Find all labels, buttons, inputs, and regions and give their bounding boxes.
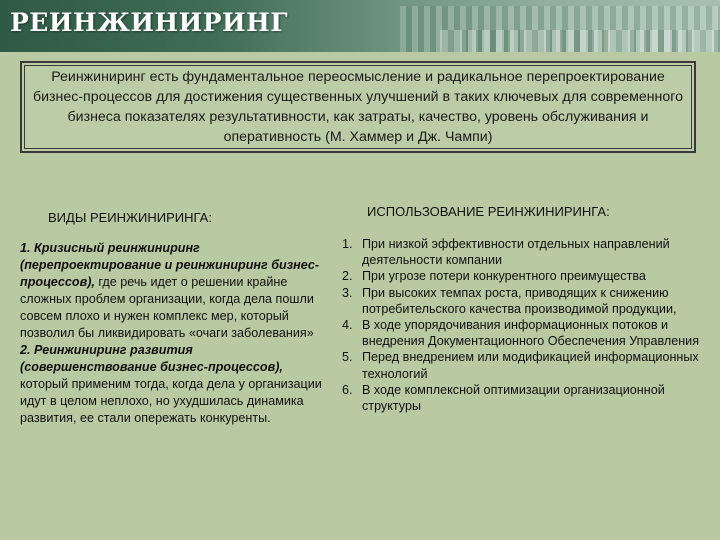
types-item-2 xyxy=(20,342,332,427)
building-image-lower xyxy=(440,30,720,52)
list-item-number: 3. xyxy=(342,285,353,300)
list-item xyxy=(342,268,714,284)
list-item-number: 5. xyxy=(342,350,353,365)
types-item-2-rest: который применим тогда, когда дела у организации идут в целом неплохо, но ухудшилась динамика развития, ее стали опережать конкуренты. xyxy=(20,377,322,425)
usage-heading: ИСПОЛЬЗОВАНИЕ РЕИНЖИНИРИНГА: xyxy=(367,204,610,219)
types-item-1-lead: 1. Кризисный реинжиниринг (перепроектирование и реинжиниринг бизнес-процессов), xyxy=(20,241,320,289)
list-item xyxy=(342,285,714,317)
types-item-1 xyxy=(20,240,332,342)
list-item-number: 1. xyxy=(342,237,353,251)
list-item-number: 4. xyxy=(342,318,353,333)
list-item xyxy=(342,317,714,349)
list-item-number: 6. xyxy=(342,382,353,397)
definition-box xyxy=(20,61,696,153)
header-banner xyxy=(0,0,720,52)
list-item-text: При угрозе потери конкурентного преимущества xyxy=(362,269,646,284)
types-item-1-rest: где речь идет о решении крайне сложных проблем организации, когда дела пошли совсем плохо и нужен комплекс мер, который позволил бы ликвидировать «очаги заболевания» xyxy=(20,275,314,340)
list-item-text: В ходе комплексной оптимизации организационной структуры xyxy=(362,382,665,414)
list-item xyxy=(342,382,714,414)
page-title: РЕИНЖИНИРИНГ xyxy=(10,8,289,37)
list-item-text: Перед внедрением или модификацией информационных технологий xyxy=(362,350,699,381)
list-item-number: 2. xyxy=(342,269,353,284)
list-item-text: При высоких темпах роста, приводящих к снижению потребительского качества производимой продукции, xyxy=(362,285,677,316)
types-text xyxy=(20,240,332,427)
list-item-text: При низкой эффективности отдельных направлений деятельности компании xyxy=(362,237,670,268)
definition-text: Реинжиниринг есть фундаментальное переосмысление и радикальное перепроектирование бизнес-процессов для достижения существенных улучшений в таких ключевых для современного бизнеса показателях результативности, как затраты, качество, уровень обслуживания и оперативность (М. Хаммер и Дж. Чампи) xyxy=(32,69,684,145)
types-heading: ВИДЫ РЕИНЖИНИРИНГА: xyxy=(48,210,212,225)
list-item xyxy=(342,349,714,381)
usage-list xyxy=(342,236,714,414)
list-item-text: В ходе упорядочивания информационных потоков и внедрения Документационного Обеспечения Управления xyxy=(362,318,700,349)
types-item-2-lead: 2. Реинжиниринг развития (совершенствование бизнес-процессов), xyxy=(20,343,283,374)
list-item xyxy=(342,236,714,268)
